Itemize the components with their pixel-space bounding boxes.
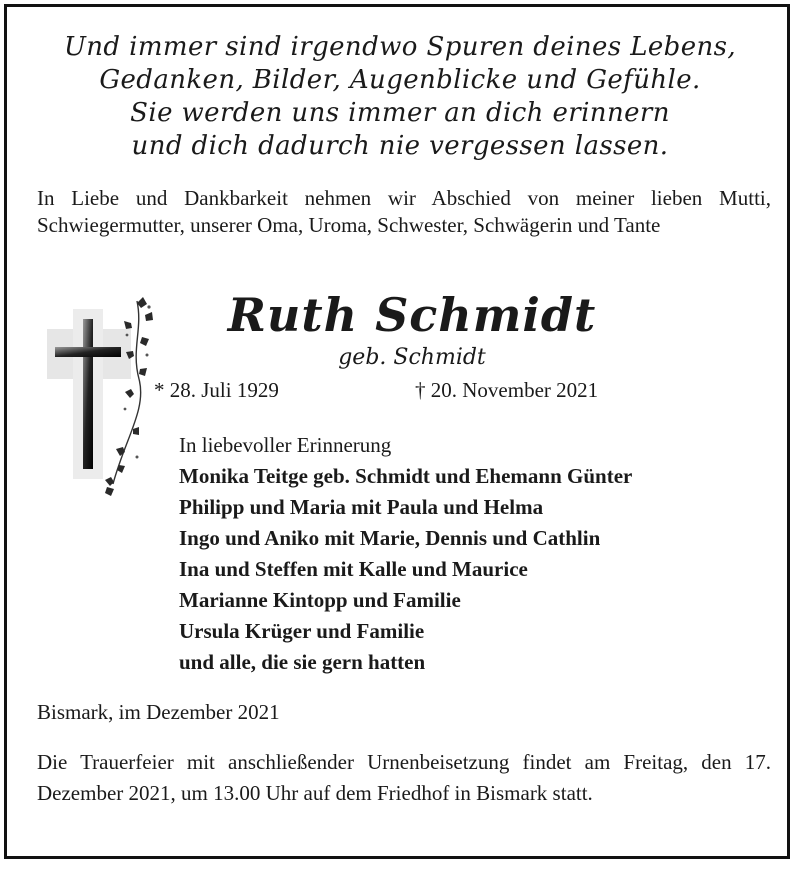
death-date: † 20. November 2021	[415, 378, 599, 402]
mourners-list	[179, 461, 632, 678]
cross-with-ivy-icon	[45, 289, 165, 499]
memory-line: In liebevoller Erinnerung	[179, 433, 392, 457]
poem-line: Gedanken, Bilder, Augenblicke und Gefühle.	[99, 65, 701, 95]
mourner-line: Monika Teitge geb. Schmidt und Ehemann Günter	[179, 464, 633, 488]
place-date: Bismark, im Dezember 2021	[37, 700, 280, 724]
poem-line: und dich dadurch nie vergessen lassen.	[131, 131, 669, 161]
ceremony-info: Die Trauerfeier mit anschließender Urnenbeisetzung findet am Freitag, den 17. Dezember 2021, um 13.00 Uhr auf dem Friedhof in Bismark statt.	[37, 750, 771, 805]
mourner-line: Philipp und Maria mit Paula und Helma	[179, 495, 544, 519]
poem-line: Sie werden uns immer an dich erinnern	[130, 98, 670, 128]
poem-line: Und immer sind irgendwo Spuren deines Lebens,	[63, 32, 737, 62]
intro-text: In Liebe und Dankbarkeit nehmen wir Abschied von meiner lieben Mutti, Schwiegermutter, unserer Oma, Uroma, Schwester, Schwägerin und Tante	[37, 186, 771, 237]
mourner-line: Ingo und Aniko mit Marie, Dennis und Cathlin	[179, 526, 601, 550]
deceased-name: Ruth Schmidt	[227, 288, 597, 342]
mourner-line: Ina und Steffen mit Kalle und Maurice	[179, 557, 528, 581]
birth-date: * 28. Juli 1929	[154, 378, 279, 402]
mourner-line: Marianne Kintopp und Familie	[179, 588, 461, 612]
maiden-name: geb. Schmidt	[338, 345, 486, 370]
obituary-card	[4, 4, 790, 859]
mourner-line: und alle, die sie gern hatten	[179, 650, 426, 674]
mourner-line: Ursula Krüger und Familie	[179, 619, 425, 643]
memorial-poem	[27, 31, 773, 163]
